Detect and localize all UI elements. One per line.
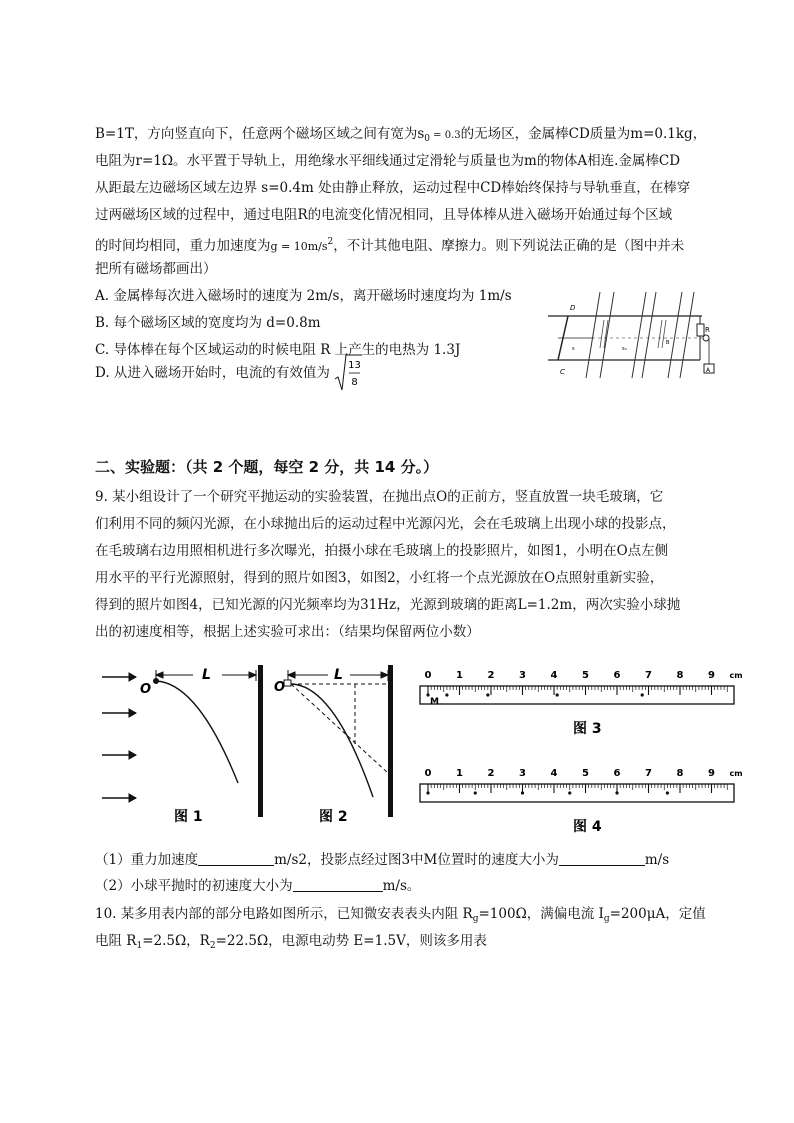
svg-text:M: M (430, 697, 439, 707)
q9-answer-2: （2）小球平抛时的初速度大小为 m/s。 (95, 878, 421, 894)
q9-line-4: 用水平的平行光源照射，得到的照片如图3，如图2，小红将一个点光源放在O点照射重新实验， (95, 570, 664, 586)
svg-text:图 2: 图 2 (319, 809, 348, 825)
sqrt-fraction (334, 353, 362, 393)
svg-text:O: O (140, 682, 152, 697)
projection-dot (568, 791, 571, 794)
projection-dot (641, 693, 644, 696)
q8-option-c: C. 导体棒在每个区域运动的时候电阻 R 上产生的电热为 1.3J (95, 342, 461, 358)
q8-line-4: 过两磁场区域的过程中，通过电阻R的电流变化情况相同，且导体棒从进入磁场开始通过每个区域 (95, 207, 673, 223)
svg-text:D: D (570, 304, 576, 312)
q9-line-5: 得到的照片如图4，已知光源的闪光频率均为31Hz，光源到玻璃的距离L=1.2m，两次实验小球抛 (95, 597, 681, 613)
ruler-number: 6 (613, 768, 621, 779)
ruler-number: 9 (708, 768, 715, 779)
q10-line-2: 电阻 $R_1=2.5\Omega$，$R_2=22.5\Omega$，电源电动势 E=1.5V，则该多用表 (95, 933, 487, 951)
projection-dot (474, 791, 477, 794)
answer-blank-gravity[interactable] (198, 851, 274, 866)
ruler-number: 1 (456, 768, 463, 779)
svg-text:图 3: 图 3 (573, 721, 602, 737)
q10-line-1: 10. 某多用表内部的部分电路如图所示，已知微安表表头内阻 $R_g=100\Omega$，满偏电流 $I_g=200\mu A$，定值 (95, 906, 706, 924)
svg-text:8: 8 (351, 377, 358, 388)
q9-line-1: 9. 某小组设计了一个研究平抛运动的实验装置，在抛出点O的正前方，竖直放置一块毛玻璃，它 (95, 489, 664, 505)
q8-option-b: B. 每个磁场区域的宽度均为 d=0.8m (95, 315, 321, 331)
q9-line-2: 们利用不同的频闪光源，在小球抛出后的运动过程中光源闪光，会在毛玻璃上出现小球的投影点， (95, 516, 676, 532)
projection-dot (445, 693, 448, 696)
projection-dot (486, 693, 489, 696)
svg-text:s₀: s₀ (622, 346, 627, 352)
q9-answer-1: （1）重力加速度 m/s2，投影点经过图3中M位置时的速度大小为 m/s (95, 852, 670, 868)
ruler-number: 6 (613, 670, 621, 681)
ruler-figure-4 (420, 768, 743, 802)
q8-line-1: B=1T，方向竖直向下，任意两个磁场区域之间有宽为$s_0 = 0.3$的无场区，金属棒CD质量为m=0.1kg， (95, 126, 707, 144)
svg-text:R: R (705, 326, 710, 334)
q9-line-6: 出的初速度相等，根据上述实验可求出：（结果均保留两位小数） (95, 624, 480, 640)
ruler-number: 2 (487, 768, 495, 779)
ruler-number: 7 (645, 670, 652, 681)
svg-text:A: A (706, 367, 711, 374)
ruler-number: 7 (645, 768, 652, 779)
ruler-number: 5 (582, 670, 589, 681)
svg-text:B: B (666, 340, 670, 346)
svg-text:图 1: 图 1 (174, 809, 203, 825)
q8-line-5: 的时间均相同，重力加速度为$g = 10m/s^2$，不计其他电阻、摩擦力。则下列说法正确的是（图中并未 (95, 237, 685, 254)
ruler-number: 3 (519, 768, 526, 779)
projection-dot (666, 791, 669, 794)
ruler-number: 1 (456, 670, 463, 681)
ruler-number: 4 (550, 670, 558, 681)
svg-text:L: L (202, 667, 211, 683)
projection-dot (556, 693, 559, 696)
ruler-number: 9 (708, 670, 715, 681)
ruler-figure-3 (420, 670, 743, 704)
ruler-number: 0 (424, 768, 432, 779)
q8-option-d: D. 从进入磁场开始时，电流的有效值为 13 8 (95, 353, 362, 393)
svg-text:L: L (334, 667, 343, 683)
ruler-body (420, 686, 734, 704)
svg-text:13: 13 (348, 360, 362, 371)
ruler-number: 8 (676, 768, 684, 779)
q8-option-a: A. 金属棒每次进入磁场时的速度为 2m/s，离开磁场时速度均为 1m/s (95, 288, 512, 304)
projection-dot (615, 791, 618, 794)
svg-text:C: C (560, 368, 565, 376)
ruler-figures (418, 660, 743, 840)
q9-line-3: 在毛玻璃右边用照相机进行多次曝光，拍摄小球在毛玻璃上的投影照片，如图1，小明在O点左侧 (95, 543, 669, 559)
projection-dot (521, 791, 524, 794)
q8-line-6: 把所有磁场都画出） (95, 261, 217, 277)
ruler-body (420, 784, 734, 802)
q8-line-3: 从距最左边磁场区域左边界 s=0.4m 处由静止释放，运动过程中CD棒始终保持与导轨垂直，在棒穿 (95, 180, 691, 196)
ruler-number: 0 (424, 670, 432, 681)
ruler-number: 5 (582, 768, 589, 779)
ruler-unit: cm (729, 671, 743, 680)
ruler-number: 8 (676, 670, 684, 681)
answer-blank-velocity-m[interactable] (559, 851, 645, 866)
svg-text:O: O (274, 680, 286, 695)
ruler-unit: cm (729, 769, 743, 778)
svg-text:s: s (572, 346, 575, 352)
answer-blank-initial-speed[interactable] (293, 877, 383, 892)
ruler-number: 4 (550, 768, 558, 779)
ruler-number: 2 (487, 670, 495, 681)
figure-1 (102, 665, 263, 817)
figure-2 (284, 665, 393, 817)
svg-text:图 4: 图 4 (573, 819, 602, 835)
ruler-number: 3 (519, 670, 526, 681)
section-heading: 二、实验题：（共 2 个题，每空 2 分，共 14 分。） (95, 458, 439, 476)
projection-dot (426, 791, 429, 794)
q8-line-2: 电阻为r=1Ω。水平置于导轨上，用绝缘水平细线通过定滑轮与质量也为m的物体A相连.金属棒CD (95, 153, 681, 169)
q8-rail-diagram (544, 286, 720, 382)
projectile-figures (98, 655, 408, 835)
